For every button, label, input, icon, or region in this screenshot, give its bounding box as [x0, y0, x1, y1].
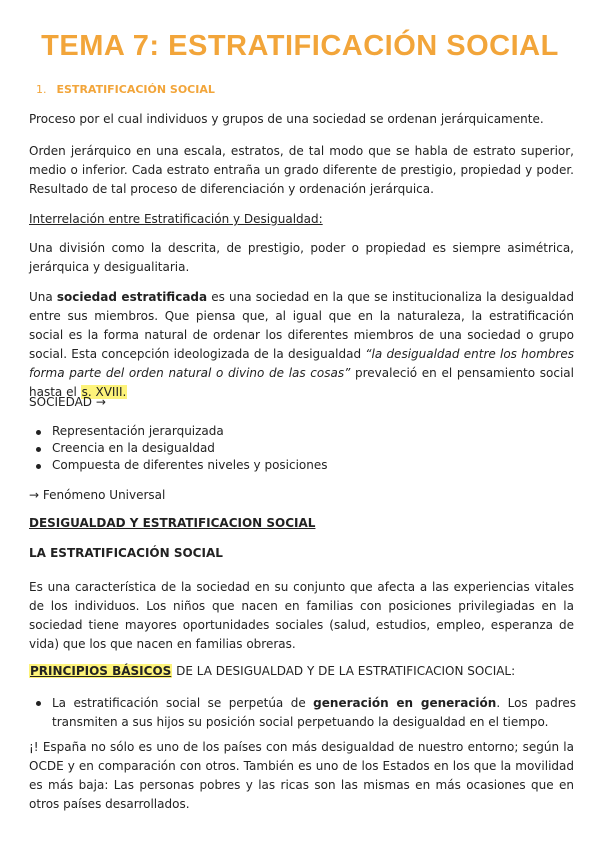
principios-bullet-list — [36, 694, 576, 732]
bullet-icon — [36, 464, 41, 469]
text-segment: prevaleció en el pensamiento social hasta el — [29, 366, 574, 399]
list-item — [36, 694, 576, 732]
section-number: 1. — [36, 83, 47, 96]
heading-estratificacion: LA ESTRATIFICACIÓN SOCIAL — [29, 546, 223, 560]
bullet-icon — [36, 430, 41, 435]
heading-desigualdad: DESIGUALDAD Y ESTRATIFICACION SOCIAL — [29, 516, 316, 530]
section-label: ESTRATIFICACIÓN SOCIAL — [56, 83, 215, 96]
interrelacion-heading: Interrelación entre Estratificación y Desigualdad: — [29, 212, 323, 226]
list-item — [36, 440, 576, 457]
italic-quote: “la desigualdad entre los hombres forma parte del orden natural o divino de las cosas” — [29, 347, 574, 380]
text-segment: . Los padres transmiten a sus hijos su posición social perpetuando la desigualdad en el tiempo. — [52, 696, 576, 729]
document-title: TEMA 7: ESTRATIFICACIÓN SOCIAL — [41, 30, 559, 62]
principios-heading — [29, 662, 574, 681]
text-segment: es una sociedad en la que se institucionaliza la desigualdad entre sus miembros. Que piensa que, al igual que en la naturaleza, la estratificación social es la forma natural de ordenar los diferentes miembros de una sociedad o grupo social. Esta concepción ideologizada de la desigualdad — [29, 290, 574, 361]
paragraph-sociedad-estratificada — [29, 288, 574, 402]
paragraph-caracteristica: Es una característica de la sociedad en su conjunto que afecta a las experiencias vitales de los individuos. Los niños que nacen en familias con posiciones privilegiadas en la sociedad tiene mayores oportunidades sociales (salud, estudios, empleo, esperanza de vida) que los que nacen en familias obreras. — [29, 580, 574, 651]
sociedad-label: SOCIEDAD → — [29, 395, 106, 409]
paragraph-orden-jerarquico: Orden jerárquico en una escala, estratos, de tal modo que se habla de estrato superior, medio o inferior. Cada estrato entraña un grado diferente de prestigio, propiedad y poder. Resultado de tal proceso de diferenciación y ordenación jerárquica. — [29, 144, 574, 196]
principios-highlight: PRINCIPIOS BÁSICOS — [30, 664, 172, 678]
highlighted-date: s. XVIII. — [81, 385, 127, 399]
text-segment: Una — [29, 290, 57, 304]
sociedad-bullet-list — [36, 423, 576, 474]
bullet-icon — [36, 447, 41, 452]
list-item — [36, 457, 576, 474]
list-item — [36, 423, 576, 440]
list-item-text: Representación jerarquizada — [52, 424, 224, 438]
fenomeno-universal: → Fenómeno Universal — [29, 488, 166, 502]
paragraph-definicion: Proceso por el cual individuos y grupos de una sociedad se ordenan jerárquicamente. — [29, 112, 544, 126]
list-item-text: Compuesta de diferentes niveles y posiciones — [52, 458, 328, 472]
list-item-text: Creencia en la desigualdad — [52, 441, 215, 455]
principios-rest: DE LA DESIGUALDAD Y DE LA ESTRATIFICACION SOCIAL: — [172, 664, 516, 678]
text-segment: La estratificación social se perpetúa de — [52, 696, 314, 710]
bold-term: generación en generación — [313, 696, 497, 710]
bold-term: sociedad estratificada — [56, 290, 208, 304]
paragraph-espana: ¡! España no sólo es uno de los países con más desigualdad de nuestro entorno; según la OCDE y en comparación con otros. También es uno de los Estados en los que la movilidad es más baja: Las personas pobres y las ricas son las mismas en más ocasiones que en otros países desarrollados. — [29, 740, 574, 811]
bullet-icon — [36, 701, 41, 706]
section-heading-estratificacion — [36, 83, 215, 96]
paragraph-division: Una división como la descrita, de prestigio, poder o propiedad es siempre asimétrica, jerárquica y desigualitaria. — [29, 241, 574, 274]
